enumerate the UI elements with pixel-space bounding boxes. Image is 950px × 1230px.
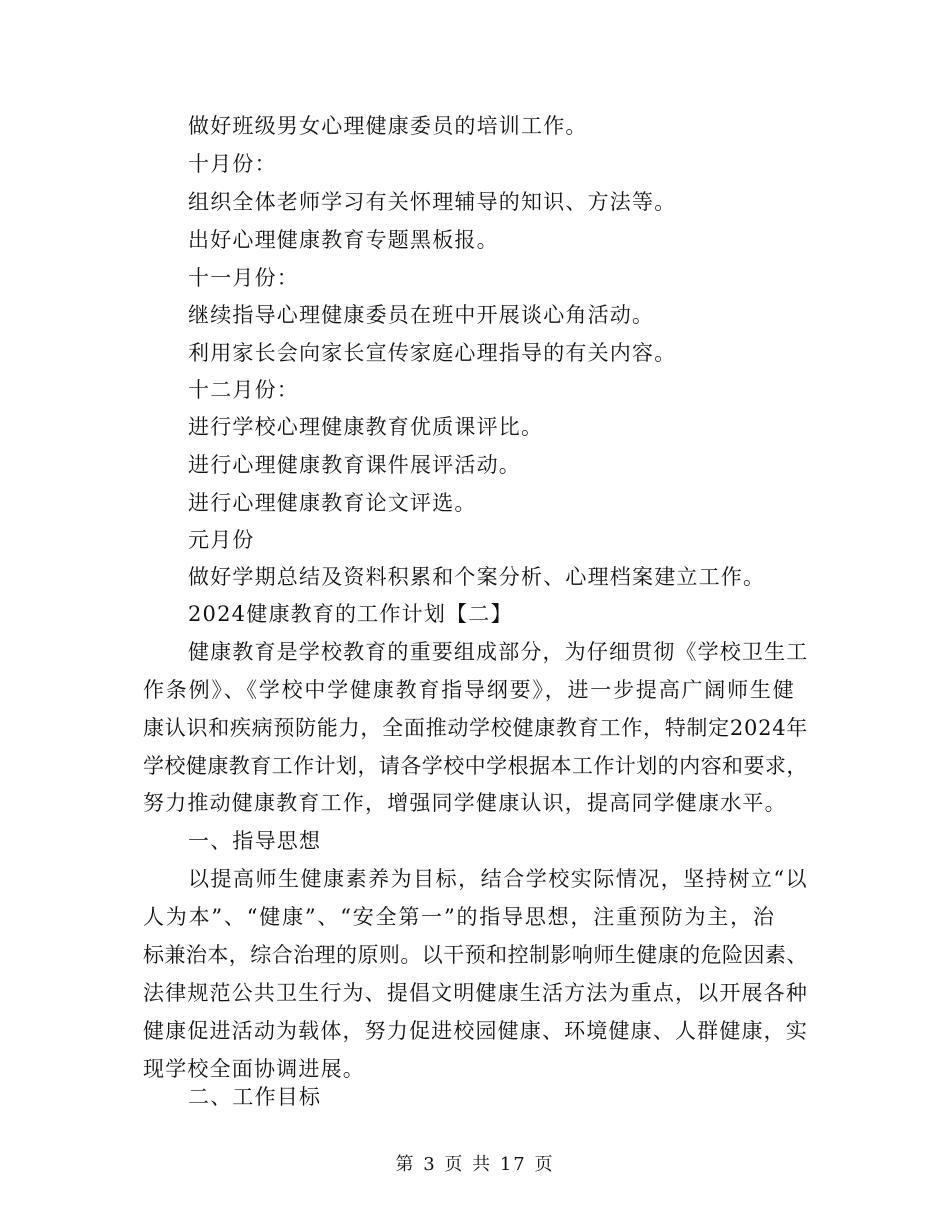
section-heading: 二、工作目标: [188, 1085, 322, 1109]
text-line: 继续指导心理健康委员在班中开展谈心角活动。: [188, 303, 655, 327]
paragraph-line: 现学校全面协调进展。: [143, 1057, 365, 1081]
paragraph-line: 法律规范公共卫生行为、提倡文明健康生活方法为重点，以开展各种: [143, 981, 808, 1005]
text-line: 利用家长会向家长宣传家庭心理指导的有关内容。: [188, 341, 677, 365]
paragraph-line: 努力推动健康教育工作，增强同学健康认识，提高同学健康水平。: [143, 791, 787, 815]
paragraph-line: 健康促进活动为载体，努力促进校园健康、环境健康、人群健康，实: [143, 1019, 808, 1043]
text-line: 做好班级男女心理健康委员的培训工作。: [188, 114, 588, 138]
paragraph-line: 作条例》、《学校中学健康教育指导纲要》，进一步提高广阔师生健: [143, 678, 796, 702]
month-heading: 十月份：: [188, 152, 277, 176]
paragraph-line: 康认识和疾病预防能力，全面推动学校健康教育工作，特制定2024年: [143, 716, 809, 740]
paragraph-line: 以提高师生健康素养为目标，结合学校实际情况，坚持树立“以: [188, 867, 809, 891]
paragraph-line: 健康教育是学校教育的重要组成部分，为仔细贯彻《学校卫生工: [188, 640, 809, 664]
text-line: 进行心理健康教育论文评选。: [188, 491, 477, 515]
paragraph-line: 标兼治本，综合治理的原则。以干预和控制影响师生健康的危险因素、: [143, 943, 808, 967]
month-heading: 十一月份：: [188, 266, 299, 290]
text-line: 组织全体老师学习有关怀理辅导的知识、方法等。: [188, 190, 677, 214]
paragraph-line: 人为本”、“健康”、“安全第一”的指导思想，注重预防为主，治: [143, 905, 776, 929]
text-line: 进行心理健康教育课件展评活动。: [188, 453, 521, 477]
page-number: 第 3 页 共 17 页: [395, 1154, 555, 1175]
month-heading: 十二月份：: [188, 378, 299, 402]
section-heading: 一、指导思想: [188, 829, 322, 853]
text-line: 进行学校心理健康教育优质课评比。: [188, 415, 544, 439]
text-line: 出好心理健康教育专题黑板报。: [188, 228, 499, 252]
month-heading: 元月份: [188, 528, 255, 552]
paragraph-line: 学校健康教育工作计划，请各学校中学根据本工作计划的内容和要求，: [143, 754, 808, 778]
text-line: 做好学期总结及资料积累和个案分析、心理档案建立工作。: [188, 565, 766, 589]
section-title: 2024健康教育的工作计划【二】: [188, 602, 513, 626]
